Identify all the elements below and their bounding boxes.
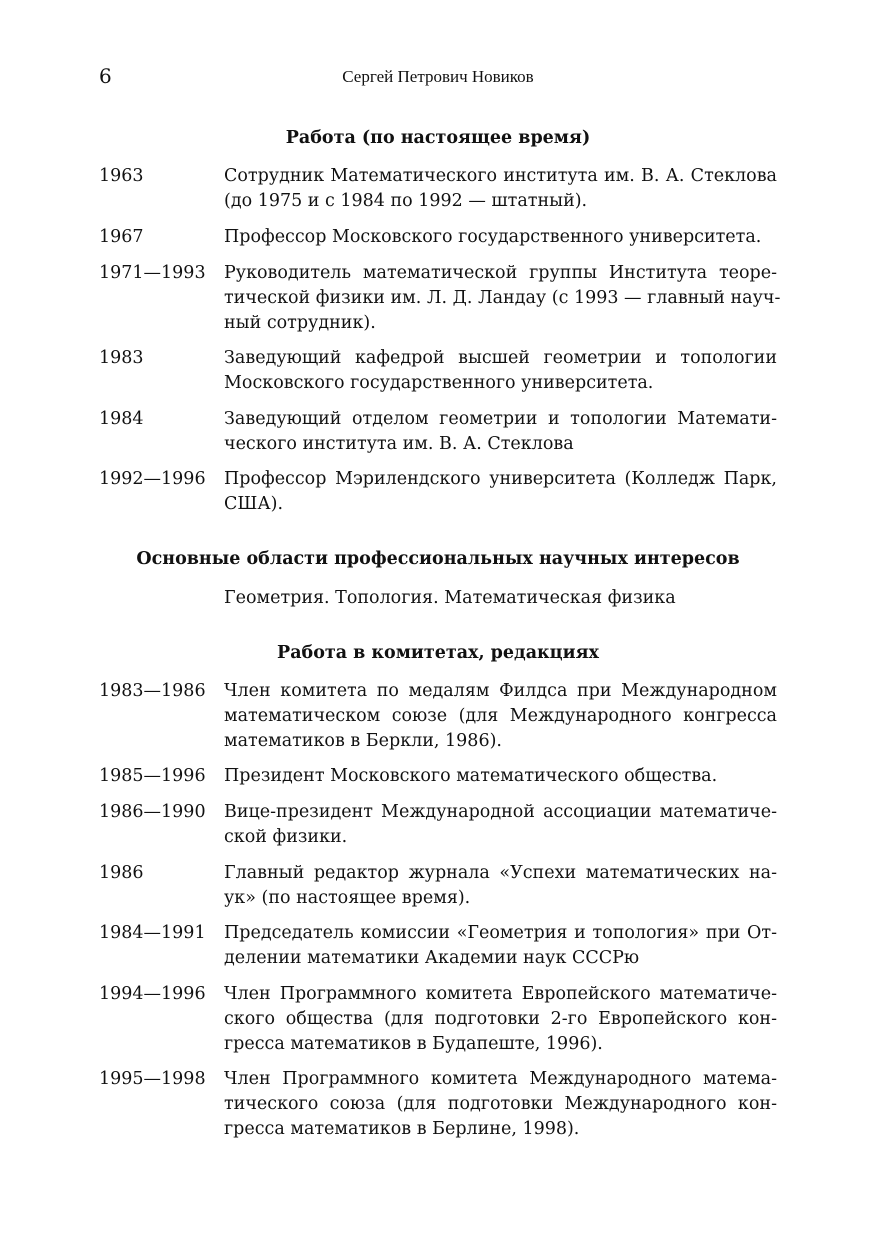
entry-line: тического союза (для подготовки Международного кон-	[224, 1094, 777, 1114]
entry-line: Сотрудник Математического института им. В. А. Стеклова	[224, 166, 777, 186]
work-entry-text	[224, 346, 777, 396]
entry-line: гресса математиков в Будапеште, 1996).	[224, 1034, 603, 1054]
work-entry-text	[224, 407, 777, 457]
entry-line: Член Программного комитета Европейского математиче-	[224, 984, 777, 1004]
committee-entry-text	[224, 764, 777, 789]
entry-line: математическом союзе (для Международного конгресса	[224, 706, 777, 726]
entry-line: Заведующий отделом геометрии и топологии Математи-	[224, 409, 777, 429]
committee-entry-years: 1986	[99, 863, 144, 883]
entry-line: математиков в Беркли, 1986).	[224, 731, 502, 751]
section-heading-interests: Основные области профессиональных научных интересов	[136, 549, 740, 569]
work-entry-years: 1984	[99, 409, 144, 429]
entry-line: Председатель комиссии «Геометрия и топология» при От-	[224, 923, 777, 943]
work-entry-years: 1967	[99, 227, 144, 247]
entry-line: (до 1975 и с 1984 по 1992 — штатный).	[224, 191, 588, 211]
committee-entry-text	[224, 982, 777, 1057]
entry-line: Профессор Московского государственного университета.	[224, 227, 762, 247]
interests-text: Геометрия. Топология. Математическая физика	[224, 588, 676, 608]
committee-entry-years: 1986—1990	[99, 802, 206, 822]
entry-line: Руководитель математической группы Института теоре-	[224, 263, 777, 283]
entry-line: ный сотрудник).	[224, 313, 376, 333]
section-heading-committees: Работа в комитетах, редакциях	[277, 643, 599, 663]
work-entry-years: 1963	[99, 166, 144, 186]
entry-line: Вице-президент Международной ассоциации математиче-	[224, 802, 777, 822]
work-entry-years: 1983	[99, 348, 144, 368]
work-entry-text	[224, 225, 777, 250]
entry-line: гресса математиков в Берлине, 1998).	[224, 1119, 580, 1139]
entry-line: ской физики.	[224, 827, 348, 847]
committee-entry-text	[224, 861, 777, 911]
entry-line: Главный редактор журнала «Успехи математических на-	[224, 863, 777, 883]
committee-entry-text	[224, 1067, 777, 1142]
work-entry-text	[224, 467, 777, 517]
committee-entry-text	[224, 921, 777, 971]
entry-line: Член Программного комитета Международного матема-	[224, 1069, 777, 1089]
committee-entry-years: 1984—1991	[99, 923, 206, 943]
entry-line: Московского государственного университета.	[224, 373, 654, 393]
page-number: 6	[99, 64, 112, 88]
committee-entry-years: 1994—1996	[99, 984, 206, 1004]
committee-entry-years: 1983—1986	[99, 681, 206, 701]
entry-line: Заведующий кафедрой высшей геометрии и топологии	[224, 348, 777, 368]
entry-line: ук» (по настоящее время).	[224, 888, 471, 908]
work-entry-text	[224, 261, 781, 336]
entry-line: делении математики Академии наук СССРю	[224, 948, 640, 968]
committee-entry-years: 1985—1996	[99, 766, 206, 786]
work-entry-text	[224, 164, 777, 214]
work-entry-years: 1992—1996	[99, 469, 206, 489]
committee-entry-years: 1995—1998	[99, 1069, 206, 1089]
entry-line: ческого института им. В. А. Стеклова	[224, 434, 574, 454]
entry-line: тической физики им. Л. Д. Ландау (с 1993 — главный науч-	[224, 288, 781, 308]
work-entry-years: 1971—1993	[99, 263, 206, 283]
entry-line: Профессор Мэрилендского университета (Колледж Парк,	[224, 469, 777, 489]
committee-entry-text	[224, 679, 777, 754]
entry-line: США).	[224, 494, 284, 514]
entry-line: Президент Московского математического общества.	[224, 766, 718, 786]
committee-entry-text	[224, 800, 777, 850]
running-head: Сергей Петрович Новиков	[342, 67, 534, 86]
entry-line: ского общества (для подготовки 2-го Европейского кон-	[224, 1009, 777, 1029]
entry-line: Член комитета по медалям Филдса при Международном	[224, 681, 777, 701]
section-heading-work: Работа (по настоящее время)	[285, 128, 591, 148]
